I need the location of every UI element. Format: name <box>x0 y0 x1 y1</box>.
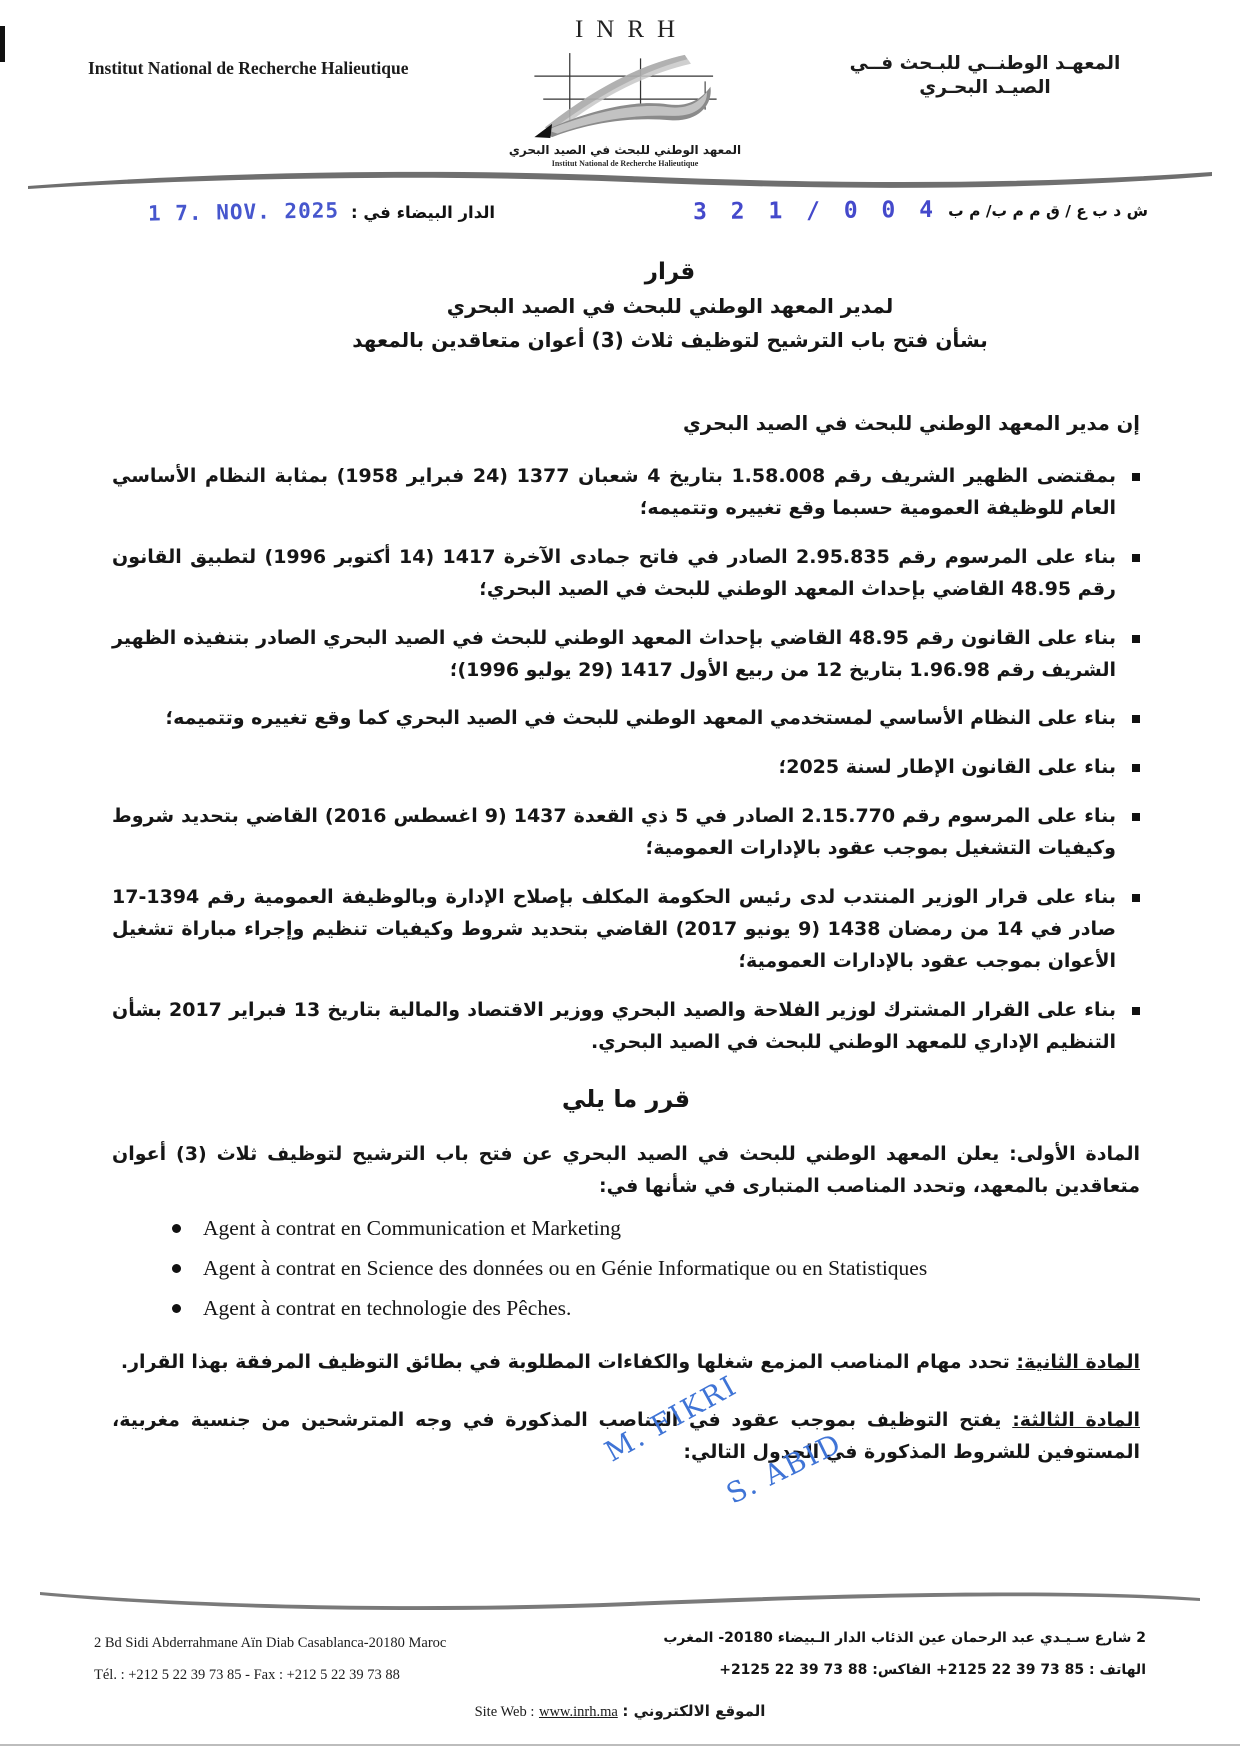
inrh-logo <box>505 16 745 168</box>
bullet-square-icon <box>1132 635 1140 643</box>
article-1-text: يعلن المعهد الوطني للبحث في الصيد البحري عن فتح باب الترشيح لتوظيف ثلاث (3) أعوان متعاقدين بالمعهد، وتحدد المناصب المتبارى في شأنها في: <box>112 1142 1140 1197</box>
site-web-label: Site Web : <box>474 1704 535 1720</box>
article-2 <box>112 1347 1140 1379</box>
footer-arabic <box>663 1622 1146 1686</box>
article-3-label: المادة الثالثة: <box>1012 1409 1140 1432</box>
article-3-text: يفتح التوظيف بموجب عقود في المناصب المذكورة في وجه المترشحين من جنسية مغربية، المستوفين للشروط المذكورة في الجدول التالي: <box>112 1409 1140 1464</box>
footer-address-french: 2 Bd Sidi Abderrahmane Aïn Diab Casablanca-20180 Maroc <box>94 1635 447 1651</box>
footer-site-line <box>0 1702 1240 1721</box>
position-item-text: Agent à contrat en technologie des Pêches. <box>203 1296 572 1321</box>
preamble-item <box>112 801 1140 865</box>
bullet-square-icon <box>1132 764 1140 772</box>
title-line-1: قرار <box>644 259 696 285</box>
divider-swoosh-top <box>28 166 1212 196</box>
divider-swoosh-bottom <box>40 1580 1200 1614</box>
title-line-3: بشأن فتح باب الترشيح لتوظيف ثلاث (3) أعوان متعاقدين بالمعهد <box>352 328 988 353</box>
date-row <box>148 200 495 224</box>
signature-fikri: M. FIKRI <box>599 1368 743 1469</box>
bullet-square-icon <box>1132 715 1140 723</box>
footer-telfax-arabic: الهاتف : 85 73 39 22 2125+ الفاكس: 88 73 39 22 2125+ <box>719 1662 1146 1679</box>
reference-row <box>693 198 1148 224</box>
document-body <box>112 412 1140 1469</box>
bullet-dot-icon <box>172 1304 181 1313</box>
preamble-item-text: بناء على القانون رقم 48.95 القاضي بإحداث المعهد الوطني للبحث في الصيد البحري الصادر بتنفيذه الظهير الشريف رقم 1.96.98 بتاريخ 12 من ربيع الأول 1417 (29 يوليو 1996)؛ <box>112 626 1116 681</box>
article-2-text: تحدد مهام المناصب المزمع شغلها والكفاءات المطلوبة في بطائق التوظيف المرفقة بهذا القرار. <box>120 1351 1010 1374</box>
bottom-scan-line <box>0 1744 1240 1746</box>
org-name-arabic: المعهـد الوطنــي للبـحث فــي الصيـد البحـري <box>849 53 1121 99</box>
date-stamp: 1 7. NOV. 2025 <box>147 198 340 226</box>
bullet-dot-icon <box>172 1264 181 1273</box>
org-name-french: Institut National de Recherche Halieutique <box>88 58 409 78</box>
bullet-square-icon <box>1132 473 1140 481</box>
bullet-square-icon <box>1132 1007 1140 1015</box>
position-item <box>172 1256 1070 1281</box>
logo-acronym: INRH <box>574 16 689 43</box>
document-title <box>180 256 1160 357</box>
preamble-item-text: بناء على قرار الوزير المنتدب لدى رئيس الحكومة المكلف بإصلاح الإدارة وبالوظيفة العمومية رقم 1394-17 صادر في 14 من رمضان 1438 (9 يونيو 2017) القاضي بتحديد شروط وكيفيات تنظيم وإجراء مباراة تشغيل الأعوان بموجب عقود بالإدارات العمومية؛ <box>112 886 1116 972</box>
position-item <box>172 1296 1070 1321</box>
signature-abid: S. ABID <box>721 1426 848 1511</box>
logo-caption-french: Institut National de Recherche Halieutique <box>551 159 699 168</box>
preamble-item <box>112 542 1140 606</box>
preamble-list <box>112 461 1140 1059</box>
article-1-label: المادة الأولى: <box>1009 1142 1140 1165</box>
position-item-text: Agent à contrat en Science des données ou en Génie Informatique ou en Statistiques <box>203 1256 928 1281</box>
positions-list <box>112 1216 1070 1321</box>
preamble-intro: إن مدير المعهد الوطني للبحث في الصيد البحري <box>682 412 1140 435</box>
scan-edge-artifact <box>0 26 5 62</box>
footer-telfax-french: Tél. : +212 5 22 39 73 85 - Fax : +212 5 22 39 73 88 <box>94 1666 400 1683</box>
preamble-item-text: بناء على النظام الأساسي لمستخدمي المعهد الوطني للبحث في الصيد البحري كما وقع تغييره وتتميمه؛ <box>165 707 1116 730</box>
position-item <box>172 1216 1070 1241</box>
preamble-item-text: بناء على المرسوم رقم 2.95.835 الصادر في فاتح جمادى الآخرة 1417 (14 أكتوبر 1996) لتطبيق القانون رقم 48.95 القاضي بإحداث المعهد الوطني للبحث في الصيد البحري؛ <box>112 545 1116 600</box>
bullet-square-icon <box>1132 813 1140 821</box>
preamble-item <box>112 703 1140 735</box>
preamble-item <box>112 995 1140 1059</box>
bullet-dot-icon <box>172 1224 181 1233</box>
bullet-square-icon <box>1132 894 1140 902</box>
footer-address-arabic: 2 شارع سـيـدي عبد الرحمان عين الذئاب الدار الـبيضاء 20180- المغرب <box>663 1630 1146 1646</box>
site-web-label-arabic: : الموقع الالكتروني <box>622 1702 766 1720</box>
site-web-url: www.inrh.ma <box>538 1704 618 1720</box>
preamble-item <box>112 752 1140 784</box>
logo-caption-arabic: المعهد الوطني للبحث في الصيد البحري <box>508 143 742 157</box>
preamble-item-text: بناء على القانون الإطار لسنة 2025؛ <box>778 756 1116 779</box>
preamble-item <box>112 623 1140 687</box>
reference-code: ش د ب ع / ق م م ب/ م ب <box>948 202 1148 220</box>
preamble-item <box>112 882 1140 978</box>
preamble-item <box>112 461 1140 525</box>
title-line-2: لمدير المعهد الوطني للبحث في الصيد البحري <box>446 294 894 319</box>
article-1 <box>112 1139 1140 1203</box>
preamble-item-text: بمقتضى الظهير الشريف رقم 1.58.008 بتاريخ 4 شعبان 1377 (24 فبراير 1958) بمثابة النظام الأساسي العام للوظيفة العمومية حسبما وقع تغييره وتتميمه؛ <box>112 465 1116 519</box>
decision-heading: قرر ما يلي <box>561 1084 691 1113</box>
inrh-logo-graphic <box>523 46 728 138</box>
reference-number-stamp: 3 2 1 / 0 0 4 <box>692 196 939 226</box>
footer-french <box>94 1628 446 1692</box>
place-label: الدار البيضاء في : <box>351 202 496 222</box>
position-item-text: Agent à contrat en Communication et Marketing <box>203 1216 621 1241</box>
bullet-square-icon <box>1132 554 1140 562</box>
preamble-item-text: بناء على القرار المشترك لوزير الفلاحة والصيد البحري ووزير الاقتصاد والمالية بتاريخ 13 فبراير 2017 بشأن التنظيم الإداري للمعهد الوطني للبحث في الصيد البحري. <box>112 998 1116 1053</box>
preamble-item-text: بناء على المرسوم رقم 2.15.770 الصادر في 5 ذي القعدة 1437 (9 اغسطس 2016) القاضي بتحديد شروط وكيفيات التشغيل بموجب عقود بالإدارات العمومية؛ <box>112 805 1116 860</box>
article-2-label: المادة الثانية: <box>1016 1351 1140 1374</box>
